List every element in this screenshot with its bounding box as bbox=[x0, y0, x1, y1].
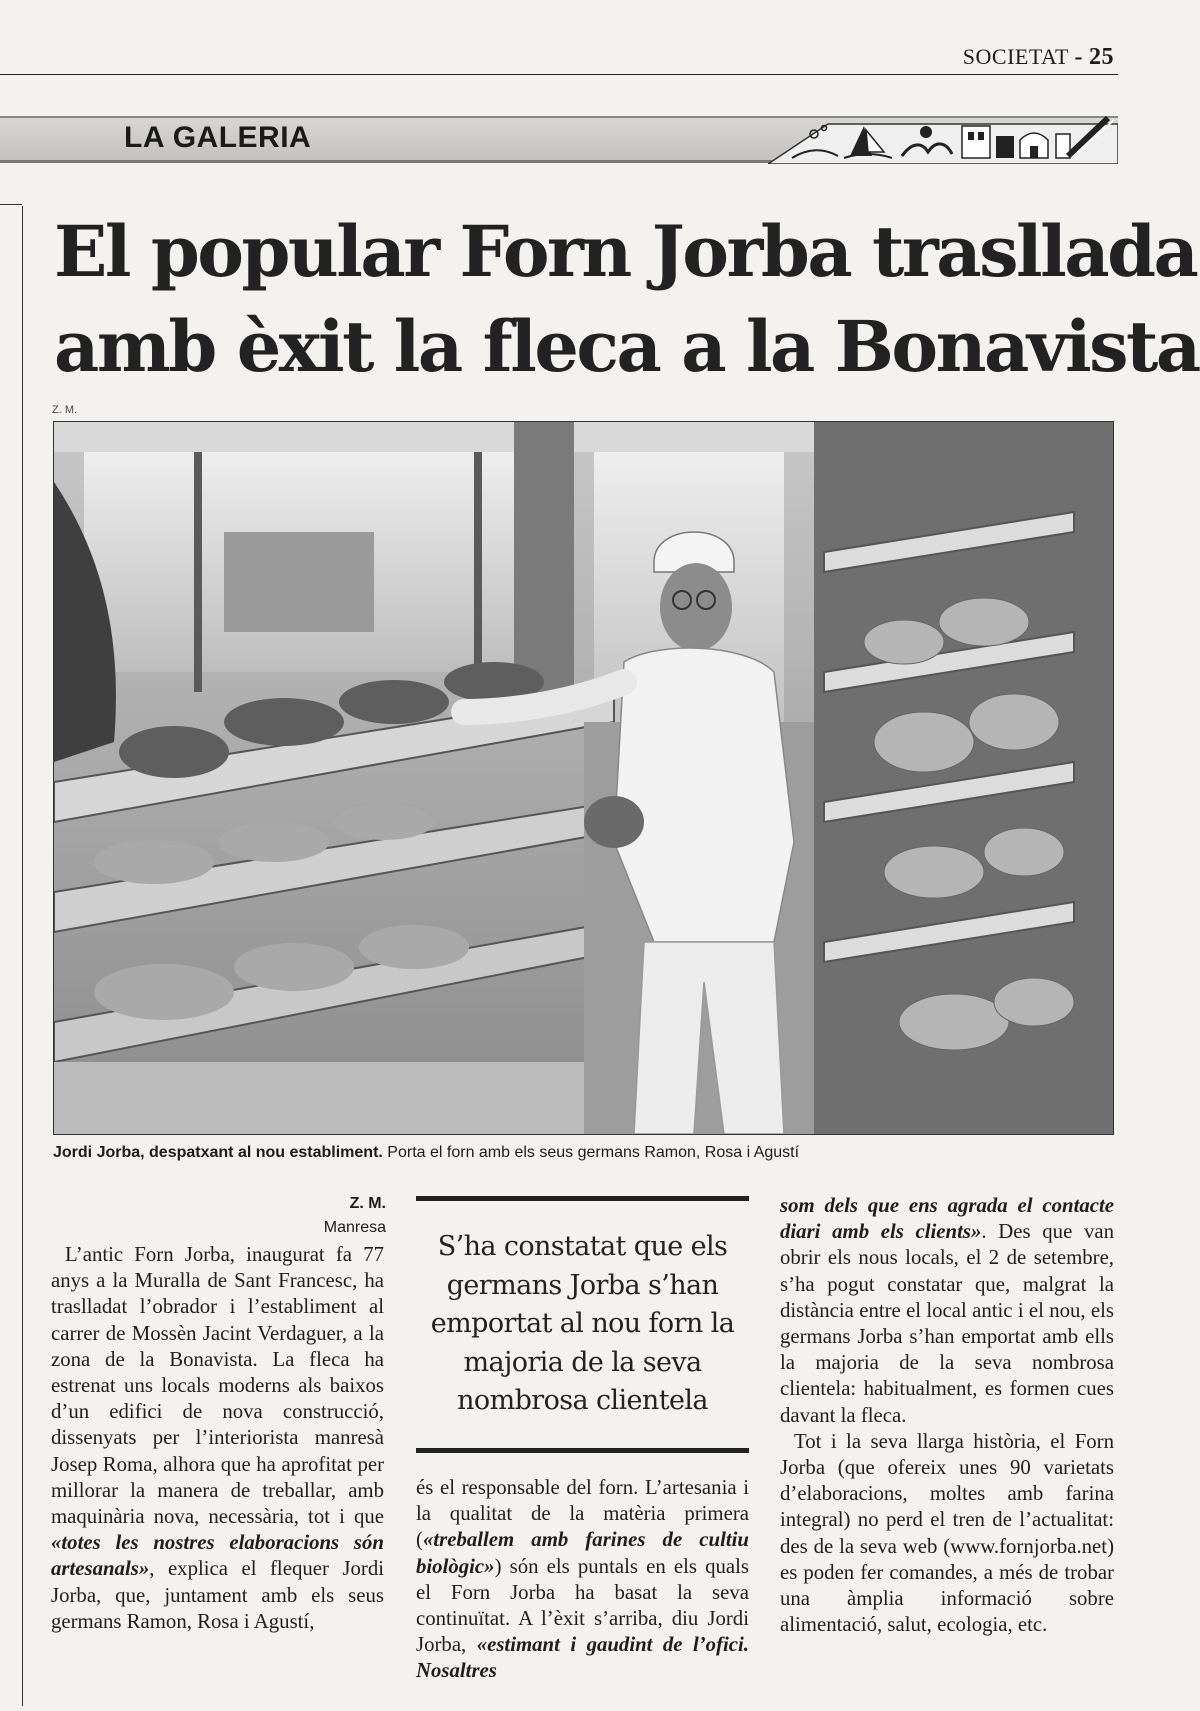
bakery-photo bbox=[53, 421, 1114, 1135]
headline-line-2: amb èxit la fleca a la Bonavista bbox=[54, 305, 1199, 388]
section-decoration-icon bbox=[768, 112, 1118, 164]
body-text: ) són els puntals en els quals el Forn Jorba ha basat la seva continuïtat. A l’èxit s’arriba, diu Jordi Jorba, bbox=[416, 1554, 749, 1657]
body-column-2 bbox=[416, 1475, 749, 1685]
pull-quote-text: S’ha constatat que els germans Jorba s’han emportat al nou forn la majoria de la seva nombrosa clientela bbox=[430, 1231, 735, 1416]
caption-lead: Jordi Jorba, despatxant al nou establiment. bbox=[53, 1144, 383, 1161]
section-title: LA GALERIA bbox=[124, 121, 312, 154]
pull-quote bbox=[416, 1196, 749, 1454]
left-rule-top bbox=[0, 204, 22, 205]
body-quote: «estimant i gaudint de l’ofici. Nosaltres bbox=[416, 1633, 749, 1683]
page-number: 25 bbox=[1089, 44, 1114, 70]
body-quote: som dels que ens agrada el contacte diari amb els clients» bbox=[780, 1194, 1114, 1244]
headline-line-1: El popular Forn Jorba trasllada bbox=[54, 210, 1197, 293]
body-paragraph bbox=[416, 1475, 749, 1685]
page-separator: - bbox=[1074, 44, 1083, 70]
bakery-interior-illustration bbox=[54, 422, 1113, 1134]
pull-quote-rule-top bbox=[416, 1196, 749, 1201]
body-column-3 bbox=[780, 1193, 1114, 1638]
section-name: SOCIETAT bbox=[962, 44, 1069, 69]
body-text: L’antic Forn Jorba, inaugurat fa 77 anys a la Muralla de Sant Francesc, ha traslladat l’obrador i l’establiment al carrer de Mossèn Jacint Verdaguer, a la zona de la Bonavista. La fleca ha estrenat uns locals moderns als baixos d’un edifici de nova construcció, dissenyats per l’interiorista manresà Josep Roma, alhora que ha aprofitat per millorar la manera de treballar, amb maquinària nova, necessària, tot i que bbox=[51, 1243, 384, 1529]
section-band bbox=[0, 116, 1118, 163]
photo-credit: Z. M. bbox=[52, 404, 78, 416]
caption-text: Porta el forn amb els seus germans Ramon, Rosa i Agustí bbox=[382, 1144, 800, 1161]
body-quote: «treballem amb farines de cultiu biològic» bbox=[416, 1528, 749, 1578]
byline-place: Manresa bbox=[323, 1219, 386, 1236]
body-paragraph bbox=[51, 1242, 384, 1635]
pull-quote-rule-bottom bbox=[416, 1448, 749, 1453]
photo-caption bbox=[53, 1144, 1123, 1162]
article-byline bbox=[270, 1192, 386, 1240]
body-text: és el responsable del forn. L’artesania i la qualitat de la matèria primera ( bbox=[416, 1476, 749, 1552]
page-header bbox=[0, 40, 1118, 75]
article-headline bbox=[54, 204, 1199, 394]
body-paragraph: Tot i la seva llarga història, el Forn Jorba (que ofereix unes 90 varietats d’elaboracions, moltes amb farina integral) no perd el tren de l’actualitat: des de la seva web (www.fornjorba.net) es poden fer comandes, a més de trobar una àmplia informació sobre alimentació, salut, ecologia, etc. bbox=[780, 1429, 1114, 1637]
body-column-1 bbox=[51, 1242, 384, 1635]
body-text: , explica el flequer Jordi Jorba, que, juntament amb els seus germans Ramon, Rosa i Agustí, bbox=[51, 1557, 384, 1633]
body-paragraph bbox=[780, 1193, 1114, 1429]
body-quote: «totes les nostres elaboracions són artesanals» bbox=[51, 1531, 384, 1581]
page-section-label bbox=[963, 44, 1114, 71]
body-text: . Des que van obrir els nous locals, el 2 de setembre, s’ha pogut constatar que, malgrat la distància entre el local antic i el nou, els germans Jorba s’han emportat amb ells la majoria de la seva nombrosa clientela: habitualment, es formen cues davant la fleca. bbox=[780, 1220, 1114, 1427]
left-column-rule bbox=[0, 206, 23, 1706]
byline-author: Z. M. bbox=[349, 1195, 386, 1212]
